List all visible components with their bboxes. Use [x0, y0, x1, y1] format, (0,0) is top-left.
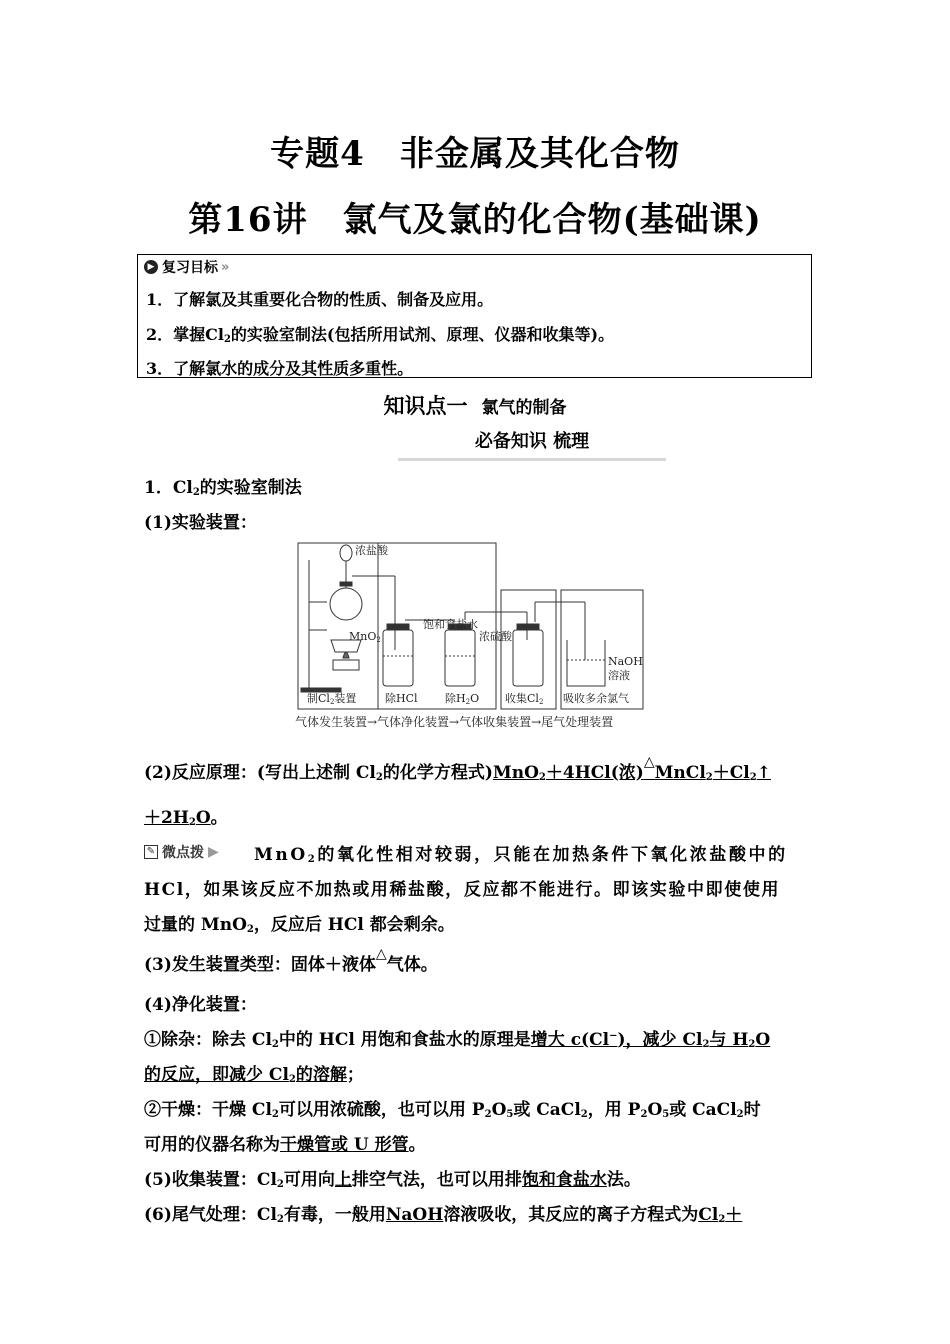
round-flask	[330, 588, 362, 620]
reaction-equation-cont: $+2H_2O$。	[144, 808, 228, 828]
item-tail-gas: (6)尾气处理：$Cl_2$有毒，一般用NaOH溶液吸收，其反应的离子方程式为$Cl_2+$	[144, 1205, 743, 1225]
beaker	[567, 640, 605, 686]
review-goals-box	[137, 254, 812, 378]
item-reaction-principle: (2)反应原理：(写出上述制 $Cl_2$的化学方程式)MnO$_2$＋4HCl(浓)$^\triangle MnCl_2+Cl_2↑$	[144, 754, 771, 783]
label-make-cl2: 制Cl2装置	[307, 692, 357, 706]
apparatus-diagram	[295, 540, 665, 735]
label-sat-nacl: 饱和食盐水	[423, 618, 478, 631]
play-circle-icon: ▶	[144, 260, 158, 274]
purify-line-1: ①除杂：除去 $Cl_2$中的 HCl 用饱和食盐水的原理是增大 c(Cl−)，减少 $Cl_2$与 $H_2O$	[144, 1030, 771, 1050]
tip-line-2: HCl，如果该反应不加热或用稀盐酸，反应都不能进行。即该实验中即使使用	[144, 880, 781, 900]
review-goals-header	[144, 257, 229, 277]
tip-line-3: 过量的 MnO$_2$，反应后 HCl 都会剩余。	[144, 915, 455, 935]
item-collection: (5)收集装置：$Cl_2$可用向上排空气法，也可以用排饱和食盐水法。	[144, 1170, 641, 1190]
triangle-right-icon: ▶	[208, 844, 219, 860]
tip-label: ✎ 微点拨 ▶	[144, 842, 219, 862]
bottle-1	[383, 630, 413, 686]
double-chevron-icon: »	[221, 259, 230, 275]
label-absorb: 吸收多余氯气	[563, 692, 629, 705]
dry-line-1: ②干燥：干燥 $Cl_2$可以用浓硫酸，也可以用 $P_2O_5$或 CaCl$_2$，用 $P_2O_5$或 CaCl$_2$时	[144, 1100, 761, 1120]
generator-frame	[298, 543, 378, 709]
dry-line-2: 可用的仪器名称为干燥管或 U 形管。	[144, 1135, 426, 1155]
item-purification: (4)净化装置：	[144, 995, 257, 1015]
label-conc-h2so4: 浓硫酸	[479, 630, 512, 643]
lesson-title: 第16讲 氯气及氯的化合物(基础课)	[188, 200, 762, 240]
heading-lab-method: 1．$Cl_2$的实验室制法	[144, 478, 302, 498]
chapter-title: 专题4 非金属及其化合物	[270, 134, 680, 174]
purify-line-2: 的反应，即减少 $Cl_2$的溶解；	[144, 1065, 364, 1085]
label-naoh-solution: 溶液	[608, 669, 630, 682]
label-remove-hcl: 除HCl	[385, 692, 418, 705]
goal-item-3: 3．了解氯水的成分及其性质多重性。	[146, 359, 414, 378]
knowledge-subheader: 必备知识 梳理	[398, 428, 666, 461]
review-goals-label: 复习目标	[162, 260, 218, 276]
knowledge-point-topic: 氯气的制备	[481, 398, 567, 418]
label-mno2: MnO2	[349, 630, 381, 644]
label-collect-cl2: 收集Cl2	[505, 692, 544, 706]
bottle-2	[445, 630, 475, 686]
goal-item-1: 1．了解氯及其重要化合物的性质、制备及应用。	[146, 290, 494, 309]
bottle-3	[513, 630, 543, 686]
knowledge-point-header	[0, 390, 950, 420]
item-generator-type: (3)发生装置类型：固体＋液体△气体。	[144, 946, 438, 975]
tip-line-1: MnO$_2$的氧化性相对较弱，只能在加热条件下氧化浓盐酸中的	[254, 845, 788, 865]
label-conc-hcl-1: 浓盐酸	[355, 544, 388, 557]
pencil-icon: ✎	[144, 845, 158, 859]
label-remove-h2o: 除H2O	[445, 692, 480, 706]
apparatus-flow: 气体发生装置→气体净化装置→气体收集装置→尾气处理装置	[295, 715, 614, 729]
item-apparatus: (1)实验装置：	[144, 513, 257, 533]
label-naoh: NaOH	[608, 655, 643, 668]
knowledge-point-label: 知识点一	[383, 394, 468, 418]
reaction-equation: MnO$_2$＋4HCl(浓)$^\triangle MnCl_2+Cl_2↑$	[492, 754, 771, 783]
goal-item-2: 2．掌握$Cl_2$的实验室制法(包括所用试剂、原理、仪器和收集等)。	[146, 325, 615, 345]
